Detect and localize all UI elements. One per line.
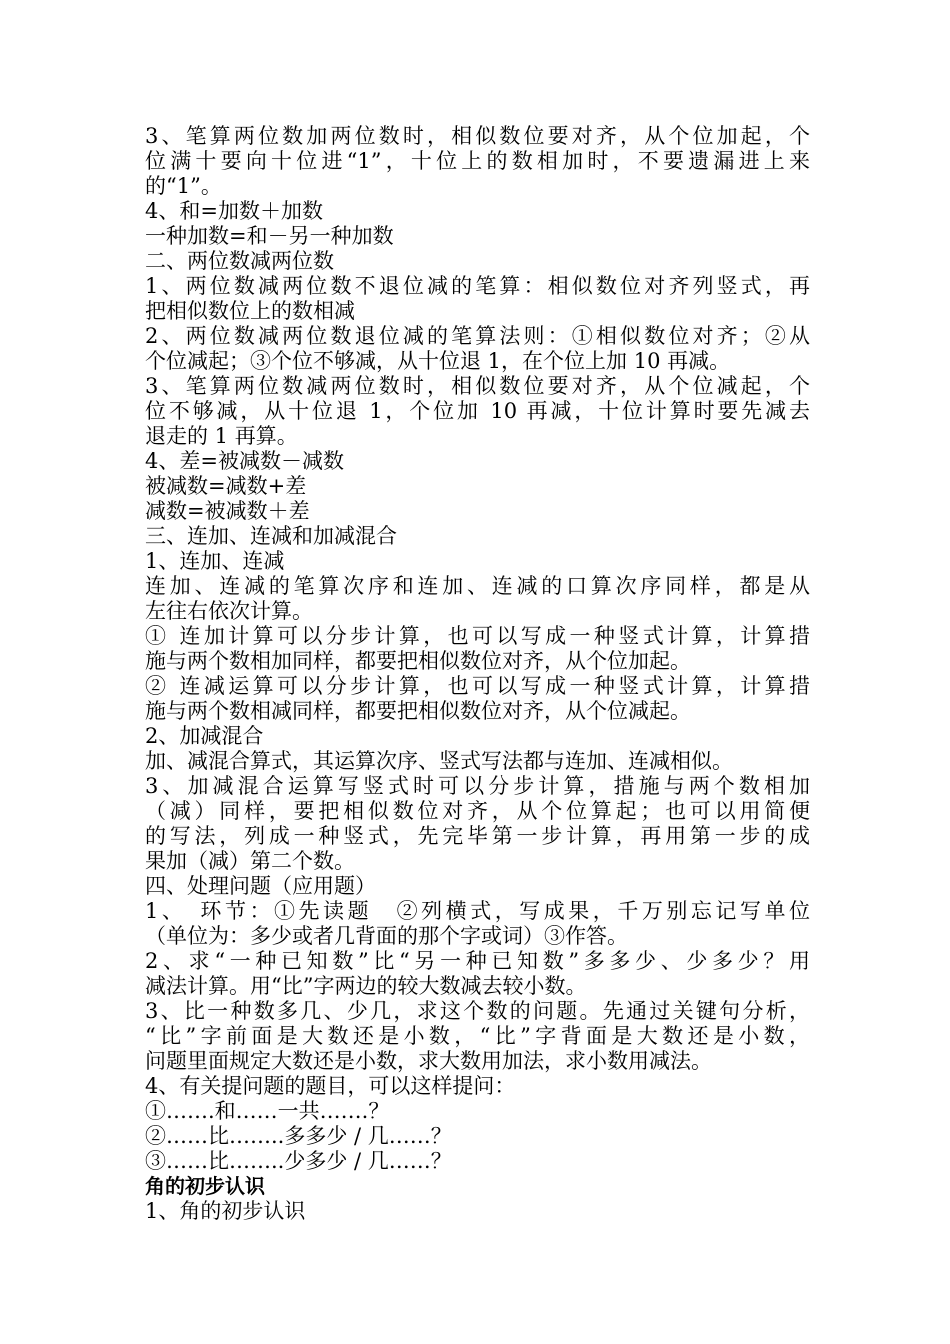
text-line: 把相似数位上的数相减 bbox=[145, 299, 355, 323]
formula-line: 被减数=减数+差 bbox=[145, 474, 307, 498]
question-template: ③……比……..少多少 / 几……？ bbox=[145, 1149, 452, 1173]
text-line: “比”字前面是大数还是小数，“比”字背面是大数还是小数， bbox=[145, 1024, 810, 1048]
subsection-heading: 1、角的初步认识 bbox=[145, 1199, 306, 1223]
text-line: 位不够减，从十位退 1，个位加 10 再减，十位计算时要先减去 bbox=[145, 399, 810, 423]
text-line: 退走的 1 再算。 bbox=[145, 424, 298, 448]
text-line: 果加（减）第二个数。 bbox=[145, 849, 355, 873]
text-line: 连加、连减的笔算次序和连加、连减的口算次序同样，都是从 bbox=[145, 574, 810, 598]
text-line: 1、两位数减两位数不退位减的笔算：相似数位对齐列竖式，再 bbox=[145, 274, 810, 298]
formula-line: 减数=被减数＋差 bbox=[145, 499, 310, 523]
text-line: 左往右依次计算。 bbox=[145, 599, 313, 623]
text-line: （单位为：多少或者几背面的那个字或词）③作答。 bbox=[145, 924, 628, 948]
text-line: 4、有关提问题的题目，可以这样提问： bbox=[145, 1074, 516, 1098]
text-line: 3、加减混合运算写竖式时可以分步计算，措施与两个数相加 bbox=[145, 774, 810, 798]
text-line: （减）同样，要把相似数位对齐，从个位算起；也可以用简便 bbox=[145, 799, 810, 823]
text-line: 2、求“一种已知数”比“另一种已知数”多多少、少多少？用 bbox=[145, 949, 810, 973]
document-body bbox=[145, 124, 810, 1224]
section-heading: 三、连加、连减和加减混合 bbox=[145, 524, 397, 548]
text-line: ② 连减运算可以分步计算，也可以写成一种竖式计算，计算措 bbox=[145, 674, 810, 698]
chapter-heading: 角的初步认识 bbox=[145, 1174, 265, 1198]
formula-line: 4、和=加数＋加数 bbox=[145, 199, 323, 223]
text-line: 施与两个数相减同样，都要把相似数位对齐，从个位减起。 bbox=[145, 699, 691, 723]
text-line: 加、减混合算式，其运算次序、竖式写法都与连加、连减相似。 bbox=[145, 749, 733, 773]
question-template: ①…….和……一共…….？ bbox=[145, 1099, 390, 1123]
formula-line: 一种加数=和－另一种加数 bbox=[145, 224, 394, 248]
subsection-heading: 1、连加、连减 bbox=[145, 549, 285, 573]
question-template: ②……比……..多多少 / 几……？ bbox=[145, 1124, 452, 1148]
text-line: 3、比一种数多几、少几，求这个数的问题。先通过关键句分析， bbox=[145, 999, 810, 1023]
text-line: 的“1”。 bbox=[145, 174, 222, 198]
text-line: 减法计算。用“比”字两边的较大数减去较小数。 bbox=[145, 974, 587, 998]
section-heading: 二、两位数减两位数 bbox=[145, 249, 334, 273]
text-line: 3、笔算两位数减两位数时，相似数位要对齐，从个位减起，个 bbox=[145, 374, 810, 398]
section-heading: 四、处理问题（应用题） bbox=[145, 874, 376, 898]
text-line: 1、 环节：①先读题 ②列横式，写成果，千万别忘记写单位 bbox=[145, 899, 810, 923]
text-line: 3、笔算两位数加两位数时，相似数位要对齐，从个位加起，个 bbox=[145, 124, 810, 148]
text-line: 施与两个数相加同样，都要把相似数位对齐，从个位加起。 bbox=[145, 649, 691, 673]
text-line: 2、两位数减两位数退位减的笔算法则：①相似数位对齐；②从 bbox=[145, 324, 810, 348]
text-line: 个位减起；③个位不够减，从十位退 1，在个位上加 10 再减。 bbox=[145, 349, 731, 373]
text-line: 的写法，列成一种竖式，先完毕第一步计算，再用第一步的成 bbox=[145, 824, 810, 848]
formula-line: 4、差=被减数－减数 bbox=[145, 449, 344, 473]
text-line: 位满十要向十位进“1”，十位上的数相加时，不要遗漏进上来 bbox=[145, 149, 810, 173]
text-line: ① 连加计算可以分步计算，也可以写成一种竖式计算，计算措 bbox=[145, 624, 810, 648]
text-line: 问题里面规定大数还是小数，求大数用加法，求小数用减法。 bbox=[145, 1049, 712, 1073]
subsection-heading: 2、加减混合 bbox=[145, 724, 264, 748]
